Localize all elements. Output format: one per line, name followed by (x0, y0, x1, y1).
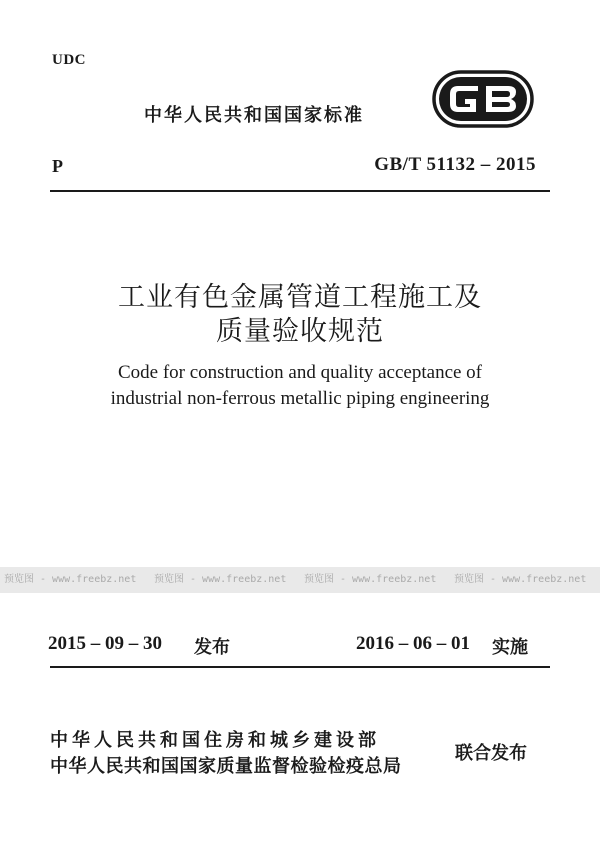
issuer-line-1: 中华人民共和国住房和城乡建设部 (50, 730, 380, 751)
issuer-line-2: 中华人民共和国国家质量监督检验检疫总局 (50, 756, 402, 777)
bottom-divider (50, 666, 550, 668)
title-en-line-1: Code for construction and quality acceptance of (117, 362, 483, 383)
implement-date: 2016 – 06 – 01 (356, 633, 470, 654)
title-cn-line-1: 工业有色金属管道工程施工及 (118, 282, 482, 313)
watermark-text: 预览图 - www.freebz.net (304, 574, 437, 585)
watermark-text: 预览图 - www.freebz.net (154, 574, 287, 585)
watermark-text: 预览图 - www.freebz.net (4, 574, 137, 585)
joint-issue-label: 联合发布 (455, 743, 527, 764)
watermark-text: 预览图 - www.freebz.net (454, 574, 587, 585)
watermark-band (0, 567, 600, 593)
issue-date: 2015 – 09 – 30 (48, 633, 162, 654)
top-divider (50, 190, 550, 192)
title-cn-line-2: 质量验收规范 (216, 316, 384, 347)
gb-logo-icon (432, 70, 534, 128)
title-en-line-2: industrial non-ferrous metallic piping engineering (110, 388, 490, 409)
implement-label: 实施 (492, 637, 528, 658)
issue-label: 发布 (194, 637, 230, 658)
udc-label: UDC (52, 52, 86, 68)
standard-number: GB/T 51132 – 2015 (374, 154, 536, 175)
standard-name: 中华人民共和国国家标准 (144, 105, 364, 126)
category-code: P (52, 156, 63, 176)
